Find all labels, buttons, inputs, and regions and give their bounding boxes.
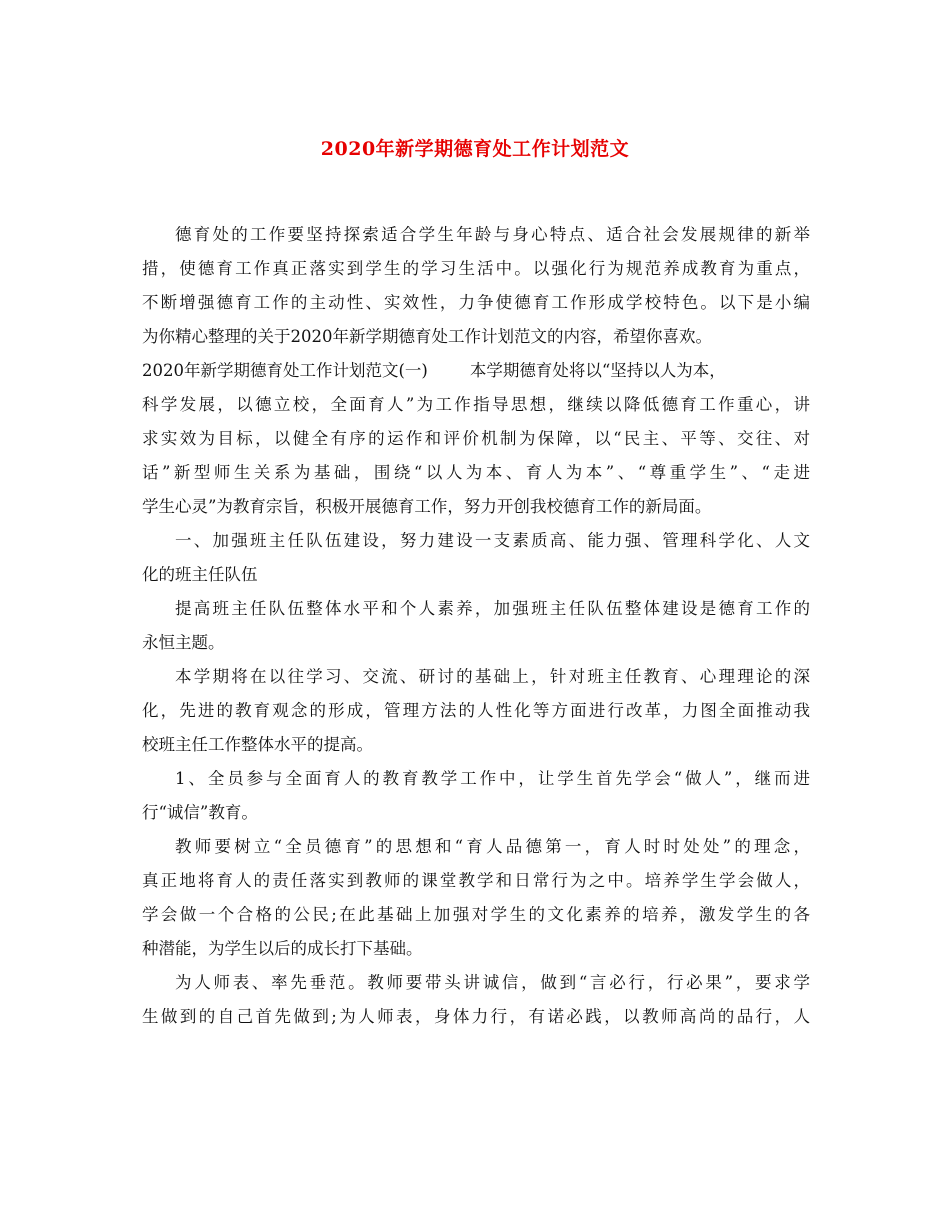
text-line: 校班主任工作整体水平的提高。 — [142, 735, 373, 754]
paragraph-reform — [142, 660, 810, 762]
text-line: 2020年新学期德育处工作计划范文(一) 本学期德育处将以“坚持以人为本， — [142, 361, 726, 380]
text-line: 真正地将育人的责任落实到教师的课堂教学和日常行为之中。培养学生学会做人， — [142, 871, 810, 890]
text-line: 德育处的工作要坚持探索适合学生年龄与身心特点、适合社会发展规律的新举 — [175, 225, 810, 244]
text-line: 求实效为目标，以健全有序的运作和评价机制为保障，以“民主、平等、交往、对 — [142, 429, 810, 448]
text-line: 为你精心整理的关于2020年新学期德育处工作计划范文的内容，希望你喜欢。 — [142, 327, 712, 346]
text-line: 行“诚信”教育。 — [142, 803, 258, 822]
text-line: 永恒主题。 — [142, 633, 225, 652]
text-line: 一、加强班主任队伍建设，努力建设一支素质高、能力强、管理科学化、人文 — [175, 531, 810, 550]
paragraph-item-one — [142, 762, 810, 830]
paragraph-teacher-ideas — [142, 830, 810, 966]
section-heading-one — [142, 524, 810, 592]
text-line: 措，使德育工作真正落实到学生的学习生活中。以强化行为规范养成教育为重点， — [142, 259, 810, 278]
document-title: 2020年新学期德育处工作计划范文 — [320, 138, 630, 160]
text-line: 学会做一个合格的公民;在此基础上加强对学生的文化素养的培养，激发学生的各 — [142, 905, 810, 924]
paragraph-role-model — [142, 966, 810, 1034]
paragraph-intro — [142, 218, 810, 354]
text-line: 学生心灵”为教育宗旨，积极开展德育工作，努力开创我校德育工作的新局面。 — [142, 497, 712, 516]
text-line: 为人师表、率先垂范。教师要带头讲诚信，做到“言必行，行必果”，要求学 — [175, 973, 810, 992]
document-body — [142, 218, 810, 1034]
text-line: 话”新型师生关系为基础，围绕“以人为本、育人为本”、“尊重学生”、“走进 — [142, 463, 810, 482]
text-line: 教师要树立“全员德育”的思想和“育人品德第一，育人时时处处”的理念， — [175, 837, 810, 856]
text-line: 种潜能，为学生以后的成长打下基础。 — [142, 939, 423, 958]
text-line: 化，先进的教育观念的形成，管理方法的人性化等方面进行改革，力图全面推动我 — [142, 701, 810, 720]
text-line: 提高班主任队伍整体水平和个人素养，加强班主任队伍整体建设是德育工作的 — [175, 599, 810, 618]
paragraph-plan-one — [142, 354, 810, 524]
text-line: 1、全员参与全面育人的教育教学工作中，让学生首先学会“做人”，继而进 — [175, 769, 810, 788]
text-line: 科学发展，以德立校，全面育人”为工作指导思想，继续以降低德育工作重心，讲 — [142, 395, 810, 414]
text-line: 不断增强德育工作的主动性、实效性，力争使德育工作形成学校特色。以下是小编 — [142, 293, 810, 312]
paragraph-team-quality — [142, 592, 810, 660]
text-line: 本学期将在以往学习、交流、研讨的基础上，针对班主任教育、心理理论的深 — [175, 667, 810, 686]
text-line: 生做到的自己首先做到;为人师表，身体力行，有诺必践，以教师高尚的品行，人 — [142, 1007, 810, 1026]
text-line: 化的班主任队伍 — [142, 565, 258, 584]
